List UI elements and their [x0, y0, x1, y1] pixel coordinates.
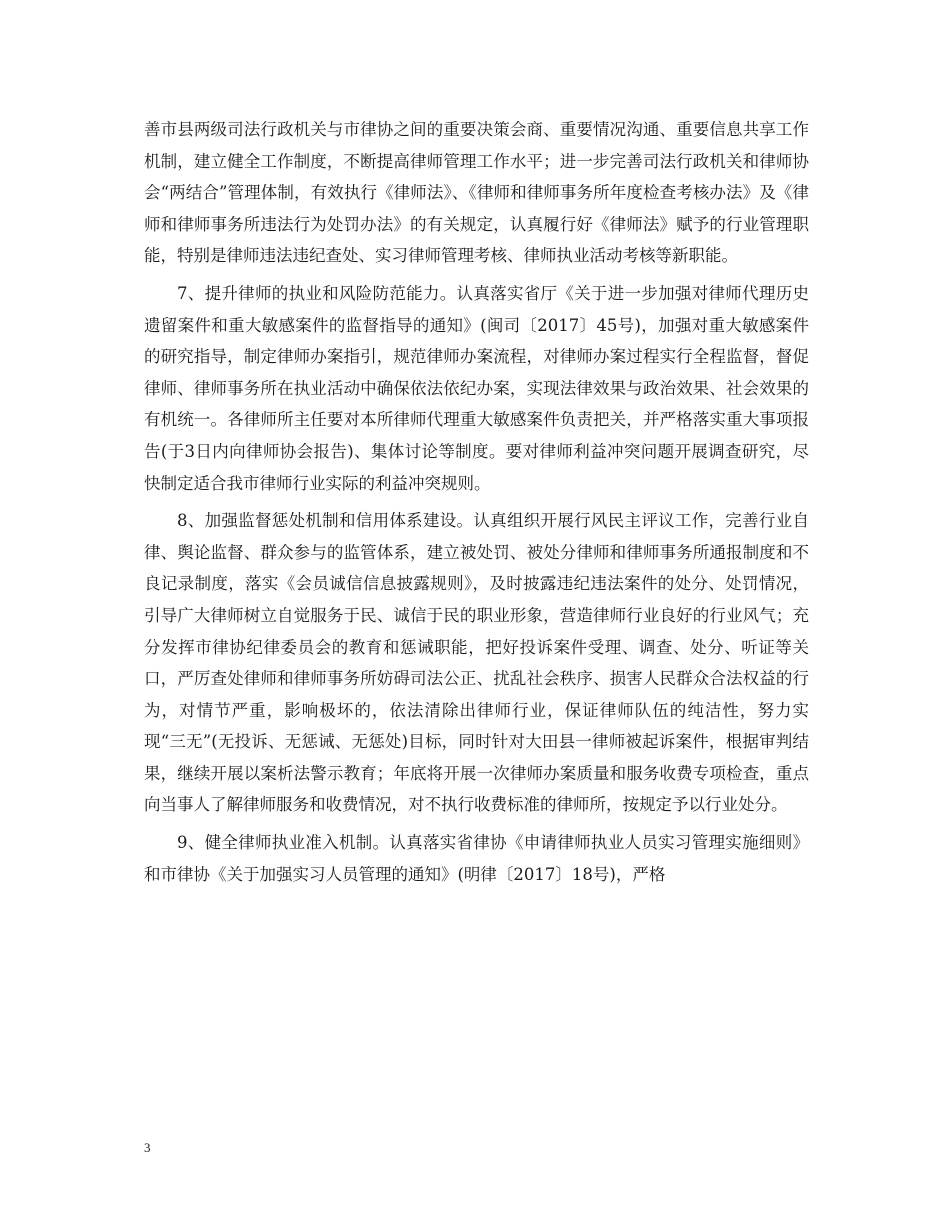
paragraph-item-9: 9、健全律师执业准入机制。认真落实省律协《申请律师执业人员实习管理实施细则》和市律协《关于加强实习人员管理的通知》(明律〔2017〕18号)，严格 — [144, 833, 809, 884]
document-body — [144, 114, 809, 890]
paragraph-item-8: 8、加强监督惩处机制和信用体系建设。认真组织开展行风民主评议工作，完善行业自律、舆论监督、群众参与的监管体系，建立被处罚、被处分律师和律师事务所通报制度和不良记录制度，落实《会员诚信信息披露规则》，及时披露违纪违法案件的处分、处罚情况，引导广大律师树立自觉服务于民、诚信于民的职业形象，营造律师行业良好的行业风气；充分发挥市律协纪律委员会的教育和惩诫职能，把好投诉案件受理、调查、处分、听证等关口，严厉查处律师和律师事务所妨碍司法公正、扰乱社会秩序、损害人民群众合法权益的行为，对情节严重，影响极坏的，依法清除出律师行业，保证律师队伍的纯洁性，努力实现“三无”(无投诉、无惩诫、无惩处)目标，同时针对大田县一律师被起诉案件，根据审判结果，继续开展以案析法警示教育；年底将开展一次律师办案质量和服务收费专项检查，重点向当事人了解律师服务和收费情况，对不执行收费标准的律师所，按规定予以行业处分。 — [144, 511, 809, 815]
paragraph-continued: 善市县两级司法行政机关与市律协之间的重要决策会商、重要情况沟通、重要信息共享工作机制，建立健全工作制度，不断提高律师管理工作水平；进一步完善司法行政机关和律师协会“两结合”管理体制，有效执行《律师法》、《律师和律师事务所年度检查考核办法》及《律师和律师事务所违法行为处罚办法》的有关规定，认真履行好《律师法》赋予的行业管理职能，特别是律师违法违纪查处、实习律师管理考核、律师执业活动考核等新职能。 — [144, 120, 809, 266]
paragraph-item-7: 7、提升律师的执业和风险防范能力。认真落实省厅《关于进一步加强对律师代理历史遗留案件和重大敏感案件的监督指导的通知》(闽司〔2017〕45号)，加强对重大敏感案件的研究指导，制定律师办案指引，规范律师办案流程，对律师办案过程实行全程监督，督促律师、律师事务所在执业活动中确保依法依纪办案，实现法律效果与政治效果、社会效果的有机统一。各律师所主任要对本所律师代理重大敏感案件负责把关，并严格落实重大事项报告(于3日内向律师协会报告)、集体讨论等制度。要对律师利益冲突问题开展调查研究，尽快制定适合我市律师行业实际的利益冲突规则。 — [144, 283, 809, 493]
page-number: 3 — [144, 1140, 151, 1155]
